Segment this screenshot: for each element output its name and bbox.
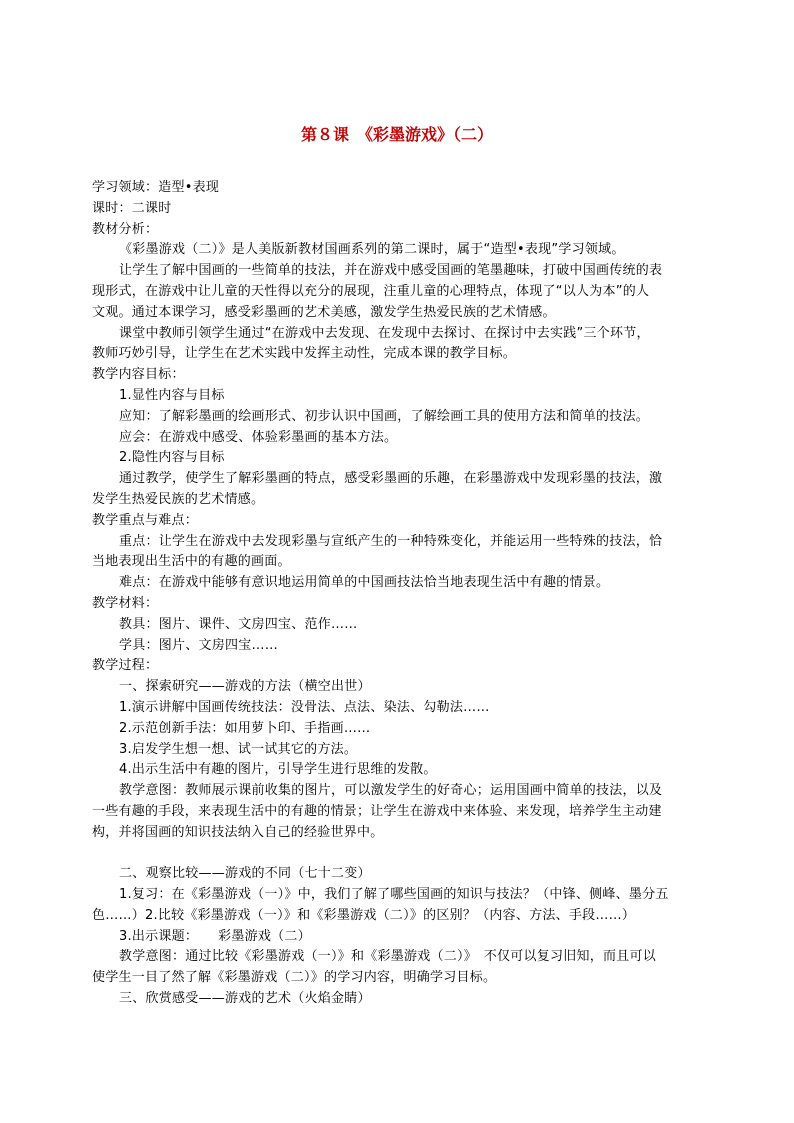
paragraph-line: 现形式，在游戏中让儿童的天性得以充分的展现，注重儿童的心理特点，体现了“以人为本”的人 — [92, 283, 650, 299]
lesson-title: 第８课 《彩墨游戏》（二） — [300, 125, 493, 144]
paragraph-line: 发学生热爱民族的艺术情感。 — [92, 491, 265, 507]
paragraph-line: 重点：让学生在游戏中去发现彩墨与宣纸产生的一种特殊变化，并能运用一些特殊的技法，恰 — [119, 533, 663, 549]
paragraph-line: 让学生了解中国画的一些简单的技法，并在游戏中感受国画的笔墨趣味，打破中国画传统的表 — [119, 263, 663, 279]
list-item: 2.示范创新手法：如用萝卜印、手指画…… — [119, 720, 371, 736]
paragraph-line: 一些有趣的手段，来表现生活中的有趣的情景；让学生在游戏中来体验、来发现，培养学生主动建 — [92, 803, 662, 819]
list-item: 1.演示讲解中国画传统技法：没骨法、点法、染法、勾勒法…… — [119, 699, 490, 715]
paragraph-line: 当地表现出生活中的有趣的画面。 — [92, 554, 291, 570]
list-item: 4.出示生活中有趣的图片，引导学生进行思维的发散。 — [119, 762, 437, 778]
subheading-explicit-goals: 1.显性内容与目标 — [119, 387, 225, 403]
paragraph-line: 课堂中教师引领学生通过“在游戏中去发现、在发现中去探讨、在探讨中去实践”三个环节， — [119, 325, 650, 341]
subheading-implicit-goals: 2.隐性内容与目标 — [119, 450, 225, 466]
paragraph-line: 应知：了解彩墨画的绘画形式、初步认识中国画，了解绘画工具的使用方法和简单的技法。 — [119, 408, 650, 424]
heading-teaching-goals: 教学内容目标： — [92, 367, 185, 383]
heading-teaching-process: 教学过程： — [92, 658, 159, 674]
paragraph-line: 难点：在游戏中能够有意识地运用简单的中国画技法恰当地表现生活中有趣的情景。 — [119, 575, 610, 591]
heading-teaching-materials: 教学材料： — [92, 595, 159, 611]
paragraph-line: 构，并将国画的知识技法纳入自己的经验世界中。 — [92, 824, 384, 840]
heading-material-analysis: 教材分析： — [92, 221, 159, 237]
paragraph-line: 1.复习：在《彩墨游戏（一）》中，我们了解了哪些国画的知识与技法？（中锋、侧峰、墨分五 — [119, 887, 669, 903]
heading-key-points: 教学重点与难点： — [92, 512, 199, 528]
list-item: 3.出示课题： 彩墨游戏（二） — [119, 928, 311, 944]
paragraph-line: 色……）2.比较《彩墨游戏（一）》和《彩墨游戏（二）》的区别？（内容、方法、手段……） — [92, 907, 636, 923]
section-heading-2: 二、观察比较——游戏的不同（七十二变） — [119, 866, 371, 882]
section-heading-3: 三、欣赏感受——游戏的艺术（火焰金睛） — [119, 991, 371, 1007]
paragraph-line: 文观。通过本课学习，感受彩墨画的艺术美感，激发学生热爱民族的艺术情感。 — [92, 304, 556, 320]
paragraph-line: 教学意图：通过比较《彩墨游戏（一）》和《彩墨游戏（二）》 不仅可以复习旧知，而且可以 — [119, 949, 657, 965]
paragraph-line: 教师巧妙引导，让学生在艺术实践中发挥主动性，完成本课的教学目标。 — [92, 346, 517, 362]
paragraph-line: 使学生一目了然了解《彩墨游戏（二）》的学习内容，明确学习目标。 — [92, 970, 497, 986]
line-class-hours: 课时：二课时 — [92, 200, 172, 216]
paragraph-line: 应会：在游戏中感受、体验彩墨画的基本方法。 — [119, 429, 398, 445]
paragraph-line: 学具：图片、文房四宝…… — [119, 637, 279, 653]
paragraph-line: 通过教学，使学生了解彩墨画的特点，感受彩墨画的乐趣，在彩墨游戏中发现彩墨的技法，激 — [119, 471, 663, 487]
paragraph-line: 教具：图片、课件、文房四宝、范作…… — [119, 616, 358, 632]
blank-line — [92, 844, 704, 865]
lesson-body — [92, 178, 704, 1010]
line-subject-area: 学习领域：造型•表现 — [92, 180, 220, 195]
section-heading-1: 一、探索研究——游戏的方法（横空出世） — [119, 679, 371, 695]
paragraph-line: 教学意图：教师展示课前收集的图片，可以激发学生的好奇心；运用国画中简单的技法，以及 — [119, 783, 663, 799]
paragraph-line: 《彩墨游戏（二）》是人美版新教材国画系列的第二课时，属于“造型•表现”学习领域。 — [119, 242, 625, 258]
list-item: 3.启发学生想一想、试一试其它的方法。 — [119, 741, 358, 757]
